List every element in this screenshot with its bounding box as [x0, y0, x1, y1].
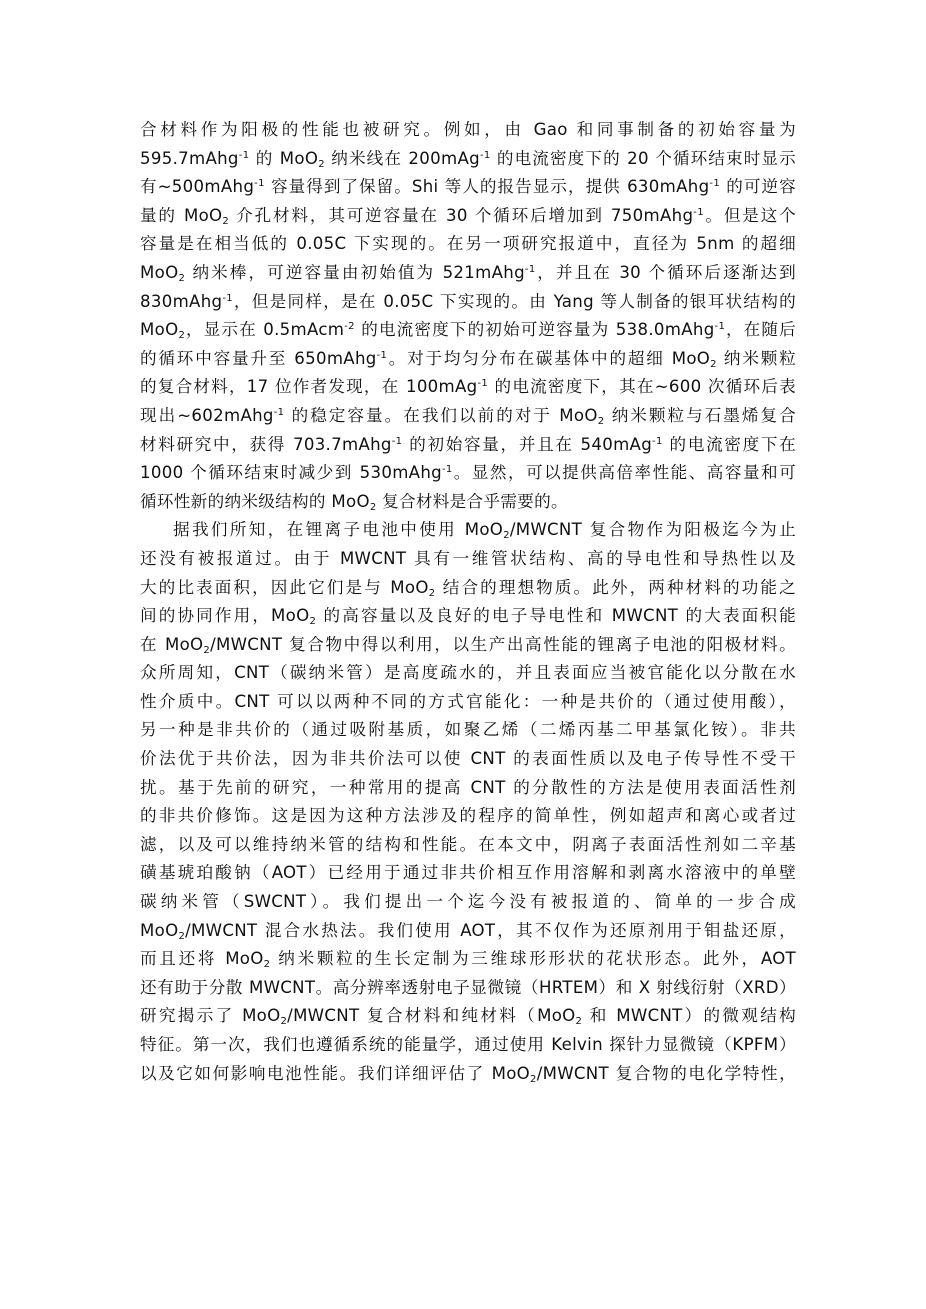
text-line: 量的 MoO$_2$ 介孔材料，其可逆容量在 30 个循环后增加到 750mAhg$^{-1}$。但是这个: [140, 205, 796, 227]
text-line: 间的协同作用，MoO$_2$ 的高容量以及良好的电子导电性和 MWCNT 的大表面积能: [140, 606, 796, 628]
text-line: MoO$_2$，显示在 0.5mAcm$^{-2}$ 的电流密度下的初始可逆容量为 538.0mAhg$^{-1}$，在随后: [140, 320, 797, 342]
text-line: 830mAhg$^{-1}$，但是同样，是在 0.05C 下实现的。由 Yang 等人制备的银耳状结构的: [140, 291, 796, 311]
text-line: 价法优于共价法，因为非共价法可以使 CNT 的表面性质以及电子传导性不受干: [140, 749, 796, 769]
text-line: 磺基琥珀酸钠（AOT）已经用于通过非共价相互作用溶解和剥离水溶液中的单壁: [140, 863, 796, 883]
text-line: 另一种是非共价的（通过吸附基质，如聚乙烯（二烯丙基二甲基氯化铵）。非共: [140, 720, 796, 740]
text-line: 以及它如何影响电池性能。我们详细评估了 MoO$_2$/MWCNT 复合物的电化学特性，: [140, 1063, 796, 1085]
text-line: 滤，以及可以维持纳米管的结构和性能。在本文中，阴离子表面活性剂如二辛基: [140, 834, 796, 854]
text-line: MoO$_2$ 纳米棒，可逆容量由初始值为 521mAhg$^{-1}$，并且在 30 个循环后逐渐达到: [140, 262, 797, 284]
text-line: MoO$_2$/MWCNT 混合水热法。我们使用 AOT，其不仅作为还原剂用于钼盐还原，: [140, 920, 796, 942]
text-line: 还没有被报道过。由于 MWCNT 具有一维管状结构、高的导电性和导热性以及: [140, 548, 796, 568]
text-line: 有~500mAhg$^{-1}$ 容量得到了保留。Shi 等人的报告显示，提供 630mAhg$^{-1}$ 的可逆容: [140, 177, 797, 197]
text-line: 现出~602mAhg$^{-1}$ 的稳定容量。在我们以前的对于 MoO$_2$ 纳米颗粒与石墨烯复合: [140, 405, 796, 427]
text-line: 595.7mAhg$^{-1}$ 的 MoO$_2$ 纳米线在 200mAg$^{-1}$ 的电流密度下的 20 个循环结束时显示: [140, 148, 796, 170]
text-line: 在 MoO$_2$/MWCNT 复合物中得以利用，以生产出高性能的锂离子电池的阳极材料。: [140, 634, 796, 656]
text-line: 而且还将 MoO$_2$ 纳米颗粒的生长定制为三维球形形状的花状形态。此外，AOT: [140, 949, 796, 971]
text-line: 容量是在相当低的 0.05C 下实现的。在另一项研究报道中，直径为 5nm 的超细: [140, 234, 796, 254]
text-line: 众所周知，CNT（碳纳米管）是高度疏水的，并且表面应当被官能化以分散在水: [140, 663, 796, 683]
text-line: 循环性新的纳米级结构的 MoO$_2$ 复合材料是合乎需要的。: [140, 491, 568, 513]
text-line: 扰。基于先前的研究，一种常用的提高 CNT 的分散性的方法是使用表面活性剂: [140, 777, 796, 797]
text-line: 据我们所知，在锂离子电池中使用 MoO$_2$/MWCNT 复合物作为阳极迄今为止: [173, 520, 796, 542]
text-line: 大的比表面积，因此它们是与 MoO$_2$ 结合的理想物质。此外，两种材料的功能之: [140, 577, 796, 599]
text-line: 的非共价修饰。这是因为这种方法涉及的程序的简单性，例如超声和离心或者过: [140, 806, 796, 826]
paragraph-2: [140, 516, 796, 1088]
text-line: 特征。第一次，我们也遵循系统的能量学，通过使用 Kelvin 探针力显微镜（KPFM）: [140, 1035, 796, 1054]
text-line: 研究揭示了 MoO$_2$/MWCNT 复合材料和纯材料（MoO$_2$ 和 MWCNT）的微观结构: [140, 1006, 796, 1028]
text-line: 1000 个循环结束时减少到 530mAhg$^{-1}$。显然，可以提供高倍率性能、高容量和可: [140, 463, 796, 483]
text-line: 材料研究中，获得 703.7mAhg$^{-1}$ 的初始容量，并且在 540mAg$^{-1}$ 的电流密度下在: [140, 434, 796, 454]
text-line: 碳纳米管（SWCNT）。我们提出一个迄今没有被报道的、简单的一步合成: [140, 892, 796, 912]
text-line: 的复合材料，17 位作者发现，在 100mAg$^{-1}$ 的电流密度下，其在~600 次循环后表: [140, 377, 796, 397]
text-line: 合材料作为阳极的性能也被研究。例如，由 Gao 和同事制备的初始容量为: [140, 120, 796, 139]
text-line: 性介质中。CNT 可以以两种不同的方式官能化：一种是共价的（通过使用酸），: [140, 691, 796, 711]
document-page: [140, 116, 796, 1088]
text-line: 还有助于分散 MWCNT。高分辨率透射电子显微镜（HRTEM）和 X 射线衍射（XRD）: [140, 977, 796, 997]
text-line: 的循环中容量升至 650mAhg$^{-1}$。对于均匀分布在碳基体中的超细 MoO$_2$ 纳米颗粒: [140, 348, 797, 370]
paragraph-1: [140, 116, 796, 516]
